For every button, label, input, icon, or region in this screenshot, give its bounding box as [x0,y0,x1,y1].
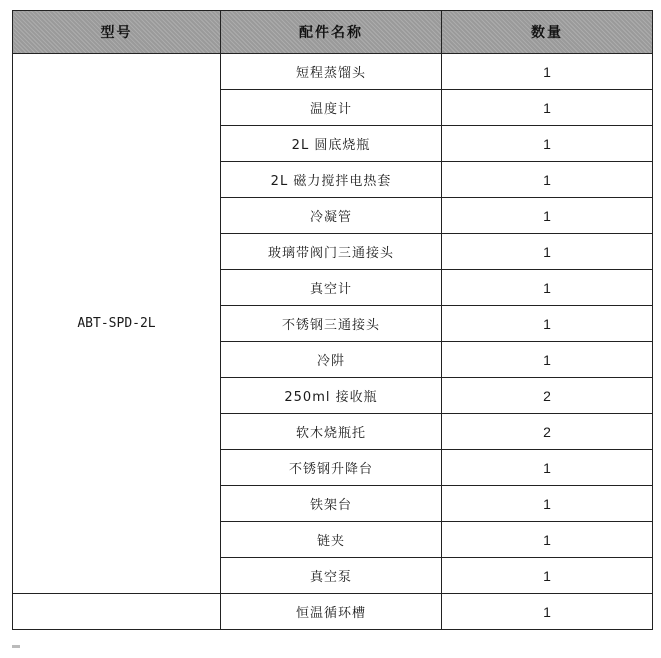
quantity-cell: 2 [442,378,653,414]
parts-table-container [12,10,652,630]
part-name-cell: 链夹 [221,522,442,558]
table-row-extra [13,594,653,630]
quantity-cell: 1 [442,558,653,594]
header-model: 型号 [13,11,221,54]
part-name-cell: 不锈钢升降台 [221,450,442,486]
part-name-cell: 冷凝管 [221,198,442,234]
quantity-cell: 1 [442,162,653,198]
part-name-cell: 真空计 [221,270,442,306]
part-name-cell: 玻璃带阀门三通接头 [221,234,442,270]
part-name-cell: 250ml 接收瓶 [221,378,442,414]
parts-table [12,10,653,630]
part-name-cell: 冷阱 [221,342,442,378]
table-row [13,54,653,90]
model-cell: ABT-SPD-2L [13,54,221,594]
part-name-cell: 铁架台 [221,486,442,522]
quantity-cell: 1 [442,522,653,558]
quantity-cell: 1 [442,342,653,378]
quantity-cell: 1 [442,54,653,90]
quantity-cell: 2 [442,414,653,450]
part-name-cell: 短程蒸馏头 [221,54,442,90]
part-name-cell: 软木烧瓶托 [221,414,442,450]
header-part-name: 配件名称 [221,11,442,54]
quantity-cell: 1 [442,486,653,522]
quantity-cell: 1 [442,270,653,306]
quantity-cell: 1 [442,198,653,234]
header-quantity: 数量 [442,11,653,54]
page-cut-edge [12,645,652,658]
page-cut-mark [12,645,20,648]
quantity-cell: 1 [442,234,653,270]
part-name-cell: 真空泵 [221,558,442,594]
quantity-cell: 1 [442,126,653,162]
part-name-cell: 温度计 [221,90,442,126]
part-name-cell: 恒温循环槽 [221,594,442,630]
part-name-cell: 2L 圆底烧瓶 [221,126,442,162]
quantity-cell: 1 [442,90,653,126]
quantity-cell: 1 [442,450,653,486]
part-name-cell: 不锈钢三通接头 [221,306,442,342]
quantity-cell: 1 [442,306,653,342]
quantity-cell: 1 [442,594,653,630]
model-cell-empty [13,594,221,630]
part-name-cell: 2L 磁力搅拌电热套 [221,162,442,198]
header-row [13,11,653,54]
